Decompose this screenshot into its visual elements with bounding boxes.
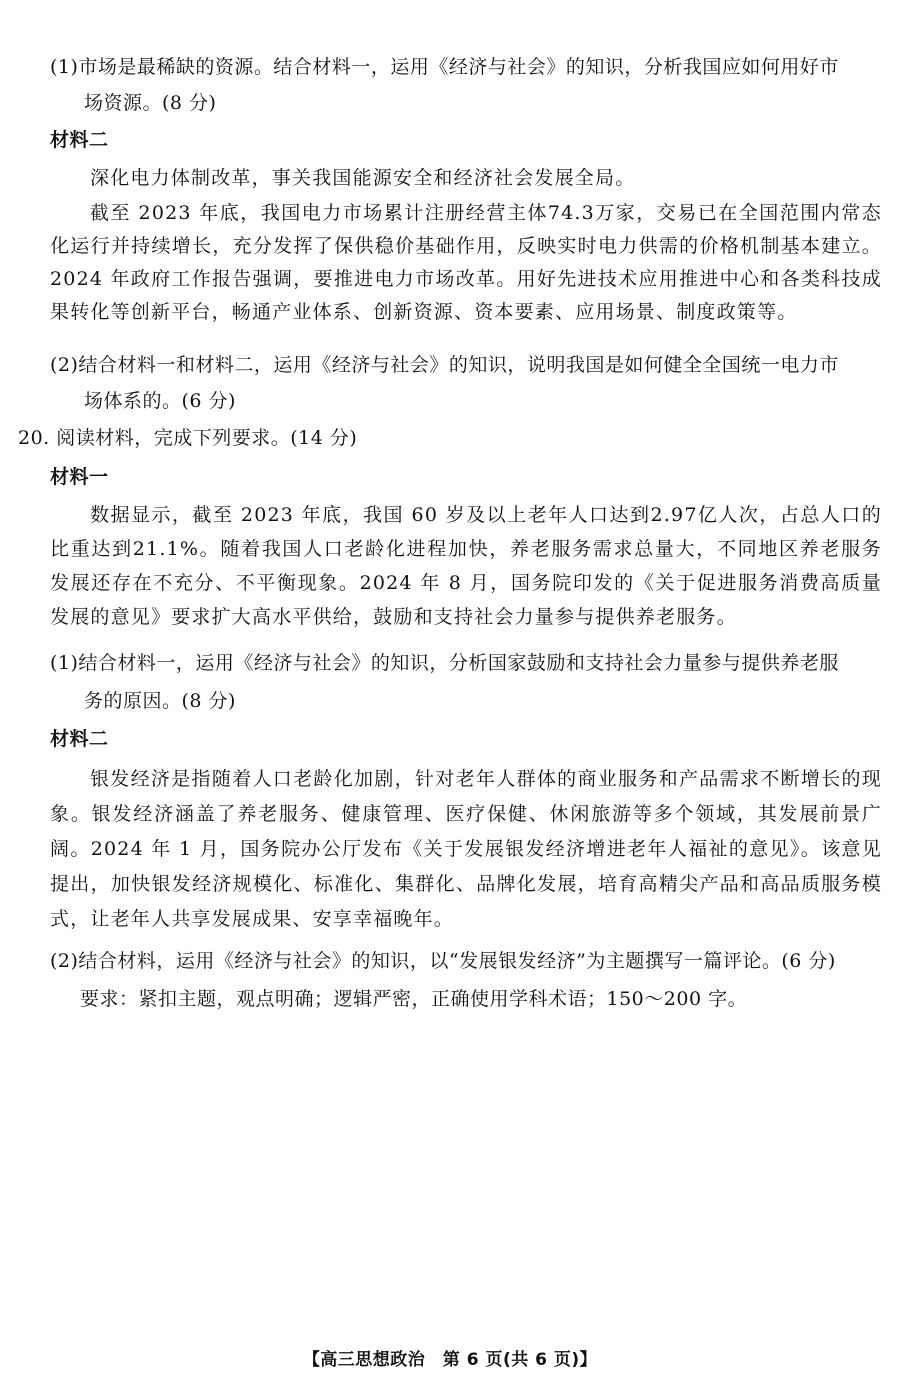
q20-sub2-line1: (2)结合材料，运用《经济与社会》的知识，以“发展银发经济”为主题撰写一篇评论。(6 分) [50,950,836,972]
q20-title: 20. 阅读材料，完成下列要求。(14 分) [18,427,358,449]
q19-material2-p1: 深化电力体制改革，事关我国能源安全和经济社会发展全局。 [90,167,636,189]
q19-material2-p2: 截至 2023 年底，我国电力市场累计注册经营主体74.3万家，交易已在全国范围内常态化运行并持续增长，充分发挥了保供稳价基础作用，反映实时电力供需的价格机制基本建立。2024 年政府工作报告强调，要推进电力市场改革。用好先进技术应用推进中心和各类科技成果转化等创新平台，畅通产业体系、创新资源、资本要素、应用场景、制度政策等。 [50,202,882,323]
q19-sub1-line2: 场资源。(8 分) [84,92,217,114]
q19-sub2-line2: 场体系的。(6 分) [84,390,236,412]
q20-material2-heading: 材料二 [50,728,109,750]
q20-sub1-line2: 务的原因。(8 分) [84,690,236,712]
q20-material1-heading: 材料一 [50,466,109,488]
q20-sub1-line1: (1)结合材料一，运用《经济与社会》的知识，分析国家鼓励和支持社会力量参与提供养老服 [50,652,839,674]
q20-requirement: 要求：紧扣主题，观点明确；逻辑严密，正确使用学科术语；150～200 字。 [80,988,748,1010]
page-footer: 【高三思想政治 第 6 页(共 6 页)】 [302,1350,598,1370]
q20-material2-p1: 银发经济是指随着人口老龄化加剧，针对老年人群体的商业服务和产品需求不断增长的现象。银发经济涵盖了养老服务、健康管理、医疗保健、休闲旅游等多个领域，其发展前景广阔。2024 年 1 月，国务院办公厅发布《关于发展银发经济增进老年人福祉的意见》。该意见提出，加快银发经济规模化、标准化、集群化、品牌化发展，培育高精尖产品和高品质服务模式，让老年人共享发展成果、安享幸福晚年。 [50,768,882,930]
q19-sub1-line1: (1)市场是最稀缺的资源。结合材料一，运用《经济与社会》的知识，分析我国应如何用好市 [50,56,839,78]
q19-sub2-line1: (2)结合材料一和材料二，运用《经济与社会》的知识，说明我国是如何健全全国统一电力市 [50,354,839,376]
q20-material1-p1: 数据显示，截至 2023 年底，我国 60 岁及以上老年人口达到2.97亿人次，占总人口的比重达到21.1%。随着我国人口老龄化进程加快，养老服务需求总量大，不同地区养老服务发展还存在不充分、不平衡现象。2024 年 8 月，国务院印发的《关于促进服务消费高质量发展的意见》要求扩大高水平供给，鼓励和支持社会力量参与提供养老服务。 [50,504,882,628]
q19-material2-heading: 材料二 [50,129,109,151]
